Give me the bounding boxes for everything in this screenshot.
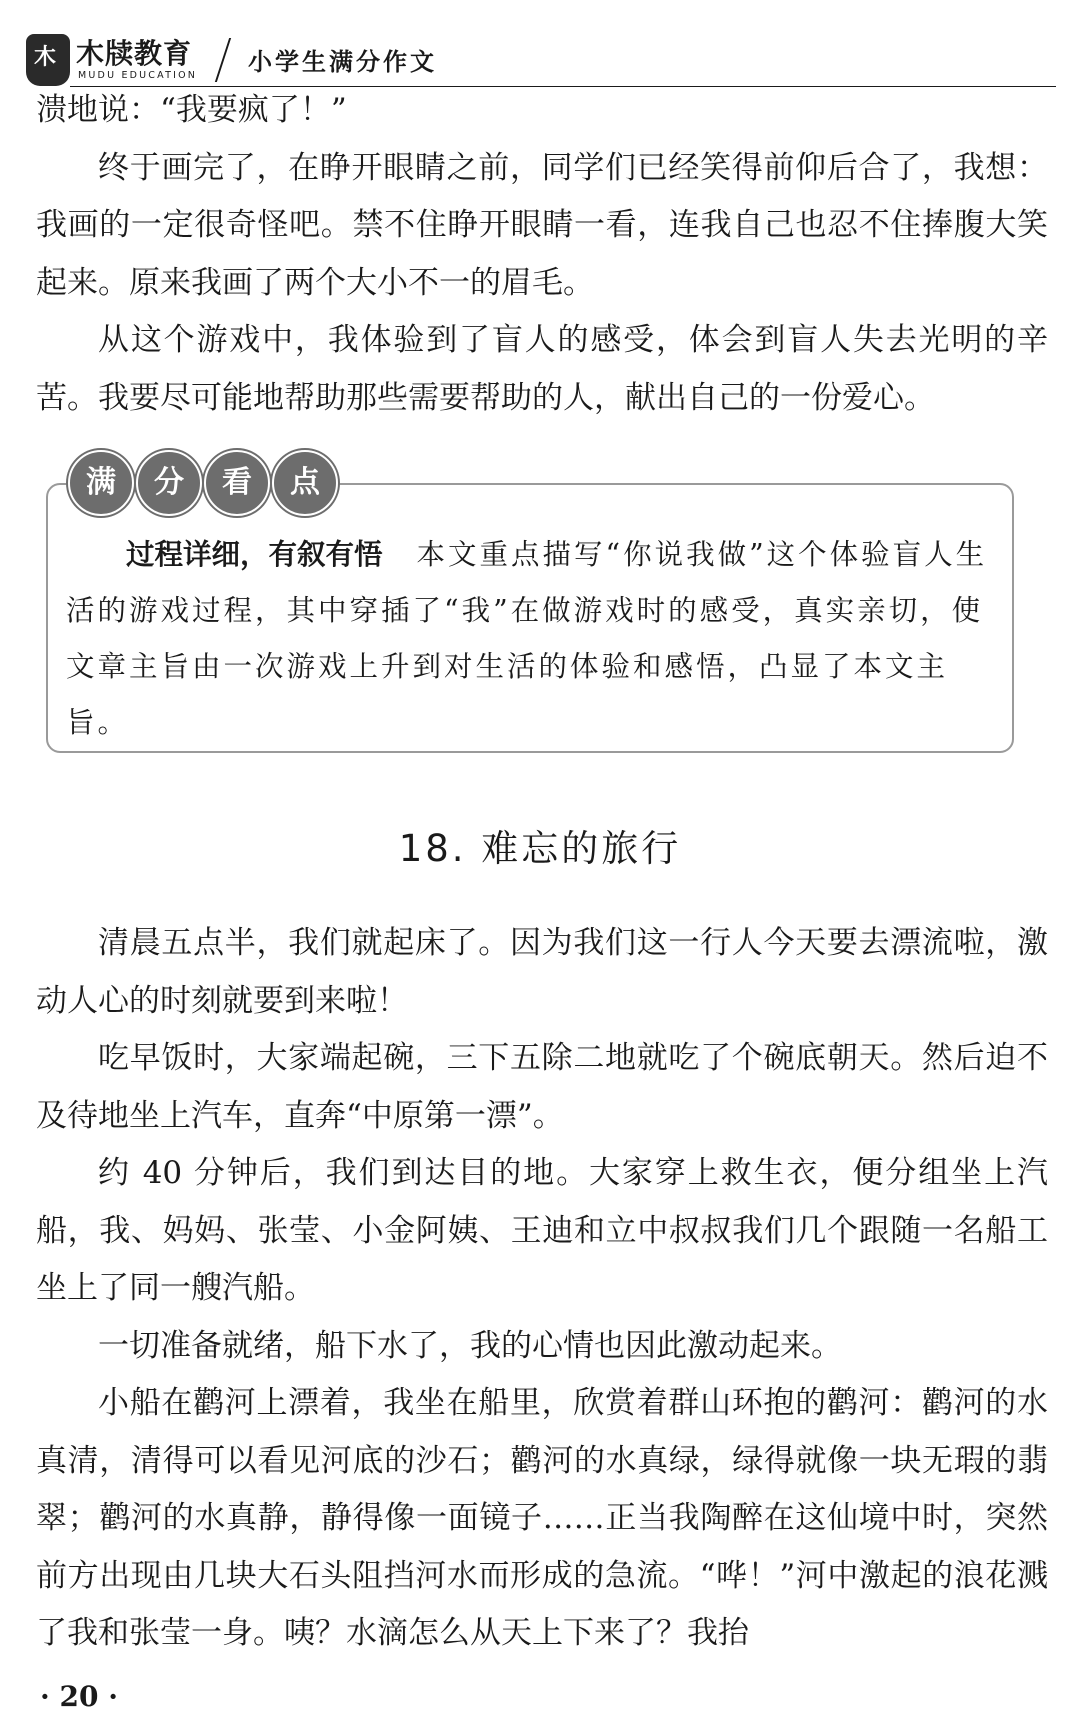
paragraph: 一切准备就绪，船下水了，我的心情也因此激动起来。 [98, 1327, 842, 1364]
brand-name: 木牍教育 [76, 37, 193, 70]
essay-body [36, 915, 1048, 1663]
paragraph: 吃早饭时，大家端起碗，三下五除二地就吃了个碗底朝天。然后迫不及待地坐上汽车，直奔“中原第一漂”。 [36, 1040, 1048, 1134]
badge-dian: 点 [272, 450, 338, 516]
book-title: 小学生满分作文 [248, 48, 437, 76]
paragraph: 清晨五点半，我们就起床了。因为我们这一行人今天要去漂流啦，激动人心的时刻就要到来啦！ [36, 925, 1048, 1019]
paragraph: 约 40 分钟后，我们到达目的地。大家穿上救生衣，便分组坐上汽船，我、妈妈、张莹、小金阿姨、王迪和立中叔叔我们几个跟随一名船工坐上了同一艘汽船。 [36, 1155, 1048, 1306]
badge-man: 满 [68, 450, 134, 516]
paragraph: 溃地说：“我要疯了！” [36, 92, 347, 128]
paragraph: 终于画完了，在睁开眼睛之前，同学们已经笑得前仰后合了，我想：我画的一定很奇怪吧。禁不住睁开眼睛一看，连我自己也忍不住捧腹大笑起来。原来我画了两个大小不一的眉毛。 [36, 149, 1048, 301]
paragraph: 从这个游戏中，我体验到了盲人的感受，体会到盲人失去光明的辛苦。我要尽可能地帮助那些需要帮助的人，献出自己的一份爱心。 [36, 322, 1048, 416]
essay-title: 18. 难忘的旅行 [398, 827, 682, 870]
header-divider [215, 38, 231, 82]
comment-body: 本文重点描写“你说我做”这个体验盲人生活的游戏过程，其中穿插了“我”在做游戏时的感受，真实亲切，使文章主旨由一次游戏上升到对生活的体验和感悟，凸显了本文主旨。 [66, 538, 988, 739]
comment-heading: 过程详细，有叙有悟 [126, 538, 383, 571]
page-header [26, 30, 1056, 90]
badge-kan: 看 [204, 450, 270, 516]
brand-logo-icon: 木 [26, 34, 70, 86]
previous-essay-ending [36, 82, 1048, 427]
page-number: · 20 · [40, 1680, 118, 1713]
comment-text [66, 527, 996, 751]
comment-badges [68, 450, 338, 514]
brand-subtitle: MUDU EDUCATION [78, 70, 198, 81]
paragraph: 小船在鹳河上漂着，我坐在船里，欣赏着群山环抱的鹳河：鹳河的水真清，清得可以看见河底的沙石；鹳河的水真绿，绿得就像一块无瑕的翡翠；鹳河的水真静，静得像一面镜子……正当我陶醉在这仙境中时，突然前方出现由几块大石头阻挡河水而形成的急流。“哗！”河中激起的浪花溅了我和张莹一身。咦？水滴怎么从天上下来了？我抬 [36, 1385, 1048, 1651]
badge-fen: 分 [136, 450, 202, 516]
